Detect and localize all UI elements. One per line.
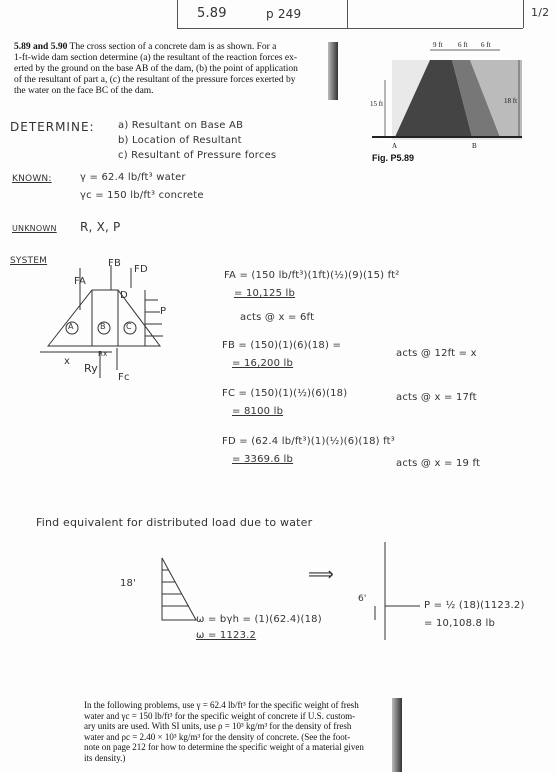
determine-item-b: b) Location of Resultant <box>118 135 242 146</box>
dim-right: 18 ft <box>504 97 518 105</box>
calc-fd-line1: FD = (62.4 lb/ft³)(1)(½)(6)(18) ft³ <box>222 436 396 447</box>
calc-fc-note: acts @ x = 17ft <box>396 392 477 403</box>
figure-caption: Fig. P5.89 <box>372 153 415 163</box>
footer-line-4: note on page 212 for how to determine the specific weight of a material given <box>84 742 364 752</box>
problem-line-0: The cross section of a concrete dam is as shown. For a <box>69 42 277 52</box>
fbd-label-rx: Rx <box>98 350 108 358</box>
point-a-label: A <box>392 142 398 150</box>
scan-shadow-bottom <box>392 698 402 772</box>
header-page-fraction: 1/2 <box>531 6 550 19</box>
fbd-label-c: C <box>126 322 132 331</box>
problem-line-2: erted by the ground on the base AB of the dam, (b) the point of application <box>14 64 298 74</box>
w-result: ω = 1123.2 <box>196 630 257 641</box>
known-line-water: γ = 62.4 lb/ft³ water <box>80 172 186 183</box>
determine-item-c: c) Resultant of Pressure forces <box>118 150 277 161</box>
fbd-label-ry: Ry <box>84 362 98 375</box>
calc-fb-line2: = 16,200 lb <box>232 358 294 369</box>
footer-line-0: In the following problems, use γ = 62.4 lb/ft³ for the specific weight of fresh <box>84 700 359 710</box>
footer-note <box>84 700 398 763</box>
footer-line-5: its density.) <box>84 752 126 763</box>
calc-fb-note: acts @ 12ft = x <box>396 348 477 359</box>
fbd-label-a: A <box>68 322 74 331</box>
problem-line-3: of the resultant of part a, (c) the resultant of the pressure forces exerted by <box>14 75 296 85</box>
system-label: SYSTEM <box>10 256 48 266</box>
dim-top-3: 6 ft <box>481 41 491 49</box>
unknown-label: UNKNOWN <box>12 224 57 233</box>
fbd-label-fa: FA <box>74 276 87 287</box>
footer-line-1: water and γc = 150 lb/ft³ for the specific weight of concrete if U.S. custom- <box>84 710 356 721</box>
fbd-label-fd: FD <box>134 264 148 275</box>
known-label: KNOWN: <box>12 174 52 184</box>
equivalent-title: Find equivalent for distributed load due to water <box>36 516 313 529</box>
fbd-label-fb: FB <box>108 258 122 269</box>
p-equation: P = ½ (18)(1123.2) <box>424 600 525 611</box>
header-ref-page: p 249 <box>266 7 302 21</box>
fbd-label-p: P <box>160 306 167 317</box>
calc-fd-line2: = 3369.6 lb <box>232 454 294 465</box>
fbd-label-b: B <box>100 322 106 331</box>
calc-fd-note: acts @ x = 19 ft <box>396 458 481 469</box>
calc-fa-line1: FA = (150 lb/ft³)(1ft)(½)(9)(15) ft² <box>224 270 400 281</box>
problem-line-4: the water on the face BC of the dam. <box>14 86 154 96</box>
height-label: 18' <box>120 578 137 589</box>
determine-label: DETERMINE: <box>10 120 95 134</box>
problem-number: 5.89 and 5.90 <box>14 42 68 52</box>
equivalent-arrow: ⟹ <box>308 564 335 585</box>
footer-line-3: water and ρc = 2.40 × 10³ kg/m³ for the density of concrete. (See the foot- <box>84 731 351 742</box>
dim-left: 15 ft <box>370 100 384 108</box>
known-line-concrete: γc = 150 lb/ft³ concrete <box>80 190 204 201</box>
header-ref-problem: 5.89 <box>197 6 227 21</box>
calc-fb-line1: FB = (150)(1)(6)(18) = <box>222 340 342 351</box>
calc-fa-line2: = 10,125 lb <box>234 288 296 299</box>
footer-line-2: ary units are used. With SI units, use ρ = 10³ kg/m³ for the density of fresh <box>84 721 352 731</box>
calc-fc-line2: = 8100 lb <box>232 406 284 417</box>
dim-top-1: 9 ft <box>433 41 443 49</box>
w-equation: ω = bγh = (1)(62.4)(18) <box>196 614 322 625</box>
fbd-label-x: x <box>64 356 71 367</box>
calc-fc-line1: FC = (150)(1)(½)(6)(18) <box>222 388 348 399</box>
point-b-label: B <box>472 142 477 150</box>
problem-line-1: 1-ft-wide dam section determine (a) the resultant of the reaction forces ex- <box>14 53 298 63</box>
unknown-value: R, X, P <box>80 220 121 234</box>
determine-item-a: a) Resultant on Base AB <box>118 120 244 131</box>
p-result: = 10,108.8 lb <box>424 618 495 629</box>
fbd-label-fc: Fc <box>118 372 130 383</box>
fbd-label-d: D <box>120 290 128 301</box>
calc-fa-note: acts @ x = 6ft <box>240 312 315 323</box>
dim-top-2: 6 ft <box>458 41 468 49</box>
six-foot-label: 6' <box>358 594 367 604</box>
